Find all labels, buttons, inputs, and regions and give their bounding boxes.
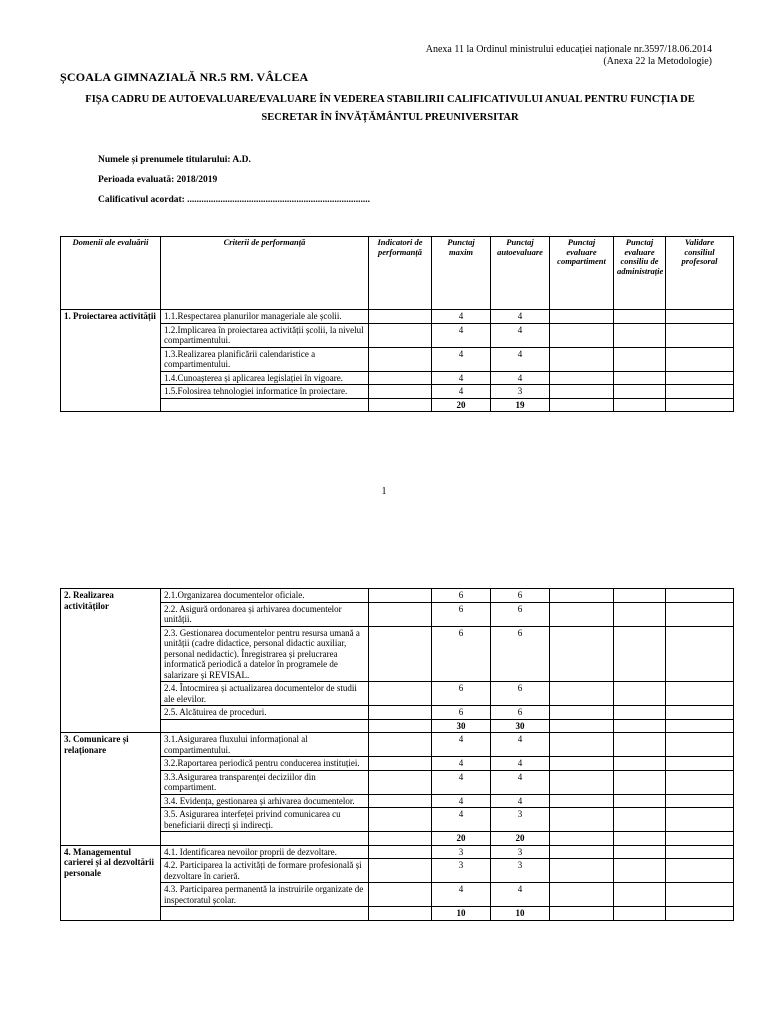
- header-self-score: Punctaj autoevaluare: [491, 237, 550, 310]
- total-row: [61, 719, 734, 733]
- total-row: [61, 832, 734, 846]
- max-score-cell: 3: [432, 859, 491, 883]
- employee-name: Numele și prenumele titularului: A.D.: [98, 155, 251, 165]
- criterion-cell: 3.3.Asigurarea transparenței deciziilor din compartiment.: [161, 770, 369, 794]
- self-score-cell: 3: [491, 808, 550, 832]
- self-score-cell: 3: [491, 859, 550, 883]
- self-score-cell: 4: [491, 310, 550, 324]
- total-row: [61, 907, 734, 921]
- criterion-cell: 4.1. Identificarea nevoilor proprii de dezvoltare.: [161, 845, 369, 859]
- max-score-cell: 6: [432, 626, 491, 682]
- school-name: ȘCOALA GIMNAZIALĂ NR.5 RM. VÂLCEA: [60, 70, 309, 84]
- table-row: [61, 323, 734, 347]
- self-score-cell: 6: [491, 602, 550, 626]
- self-score-cell: 4: [491, 883, 550, 907]
- self-score-cell: 4: [491, 347, 550, 371]
- max-score-cell: 4: [432, 323, 491, 347]
- table-row: [61, 845, 734, 859]
- header-domain: Domenii ale evaluării: [61, 237, 161, 310]
- total-max-score: 30: [432, 719, 491, 733]
- evaluation-table-page2: [60, 588, 734, 921]
- domain-label: 3. Comunicare și relaționare: [61, 733, 161, 846]
- annex-reference: Anexa 11 la Ordinul ministrului educației naționale nr.3597/18.06.2014: [425, 44, 712, 55]
- max-score-cell: 6: [432, 602, 491, 626]
- table-row: [61, 883, 734, 907]
- criterion-cell: 2.2. Asigură ordonarea și arhivarea documentelor unității.: [161, 602, 369, 626]
- self-score-cell: 6: [491, 682, 550, 706]
- total-self-score: 30: [491, 719, 550, 733]
- header-max-score: Punctaj maxim: [432, 237, 491, 310]
- self-score-cell: 3: [491, 385, 550, 399]
- table-row: [61, 347, 734, 371]
- total-max-score: 20: [432, 398, 491, 412]
- criterion-cell: 4.2. Participarea la activități de formare profesională și dezvoltare în carieră.: [161, 859, 369, 883]
- criterion-cell: 1.4.Cunoașterea și aplicarea legislației în vigoare.: [161, 371, 369, 385]
- max-score-cell: 4: [432, 757, 491, 771]
- header-criteria: Criterii de performanță: [161, 237, 369, 310]
- criterion-cell: 3.4. Evidența, gestionarea și arhivarea documentelor.: [161, 794, 369, 808]
- self-score-cell: 4: [491, 757, 550, 771]
- title-line-1: FIȘA CADRU DE AUTOEVALUARE/EVALUARE ÎN VEDEREA STABILIRII CALIFICATIVULUI ANUAL PENTRU FUNCȚIA DE: [85, 94, 695, 105]
- table-row: [61, 626, 734, 682]
- criterion-cell: 1.5.Folosirea tehnologiei informatice în proiectare.: [161, 385, 369, 399]
- self-score-cell: 6: [491, 626, 550, 682]
- max-score-cell: 4: [432, 310, 491, 324]
- criterion-cell: 1.1.Respectarea planurilor manageriale ale școlii.: [161, 310, 369, 324]
- max-score-cell: 4: [432, 883, 491, 907]
- max-score-cell: 4: [432, 794, 491, 808]
- self-score-cell: 6: [491, 589, 550, 603]
- criterion-cell: 3.2.Raportarea periodică pentru conducerea instituției.: [161, 757, 369, 771]
- evaluation-table-page1: [60, 236, 734, 412]
- self-score-cell: 4: [491, 371, 550, 385]
- table-row: [61, 310, 734, 324]
- self-score-cell: 4: [491, 323, 550, 347]
- table-row: [61, 706, 734, 720]
- table-row: [61, 794, 734, 808]
- total-self-score: 19: [491, 398, 550, 412]
- total-self-score: 20: [491, 832, 550, 846]
- total-self-score: 10: [491, 907, 550, 921]
- criterion-cell: 2.4. Întocmirea și actualizarea documentelor de studii ale elevilor.: [161, 682, 369, 706]
- criterion-cell: 3.1.Asigurarea fluxului informațional al compartimentului.: [161, 733, 369, 757]
- self-score-cell: 6: [491, 706, 550, 720]
- table-row: [61, 808, 734, 832]
- domain-label: 4. Managementul carierei și al dezvoltării personale: [61, 845, 161, 920]
- criterion-cell: 2.5. Alcătuirea de proceduri.: [161, 706, 369, 720]
- max-score-cell: 4: [432, 385, 491, 399]
- table-row: [61, 757, 734, 771]
- total-max-score: 20: [432, 832, 491, 846]
- criterion-cell: 2.3. Gestionarea documentelor pentru resursa umană a unității (cadre didactice, personal didactic auxiliar, personal nedidactic). Înregistrarea și prelucrarea informatică periodică a datelor în programele de salarizare și REVISAL.: [161, 626, 369, 682]
- criterion-cell: 4.3. Participarea permanentă la instruirile organizate de inspectoratul școlar.: [161, 883, 369, 907]
- max-score-cell: 4: [432, 733, 491, 757]
- domain-label: 2. Realizarea activităților: [61, 589, 161, 733]
- max-score-cell: 4: [432, 371, 491, 385]
- annex-methodology: (Anexa 22 la Metodologie): [603, 56, 712, 67]
- table-row: [61, 733, 734, 757]
- self-score-cell: 4: [491, 794, 550, 808]
- max-score-cell: 4: [432, 770, 491, 794]
- max-score-cell: 6: [432, 682, 491, 706]
- header-board-score: Punctaj evaluare consiliu de administrație: [614, 237, 666, 310]
- title-line-2: SECRETAR ÎN ÎNVĂȚĂMÂNTUL PREUNIVERSITAR: [261, 112, 519, 123]
- self-score-cell: 4: [491, 770, 550, 794]
- max-score-cell: 4: [432, 347, 491, 371]
- document-title: [60, 91, 720, 127]
- table-row: [61, 385, 734, 399]
- table-row: [61, 682, 734, 706]
- table-row: [61, 602, 734, 626]
- evaluation-period: Perioada evaluată: 2018/2019: [98, 175, 218, 185]
- domain-label: 1. Proiectarea activității: [61, 310, 161, 412]
- header-council-validation: Validare consiliul profesoral: [666, 237, 734, 310]
- self-score-cell: 4: [491, 733, 550, 757]
- table-row: [61, 589, 734, 603]
- table-row: [61, 371, 734, 385]
- max-score-cell: 3: [432, 845, 491, 859]
- criterion-cell: 1.2.Implicarea în proiectarea activității școlii, la nivelul compartimentului.: [161, 323, 369, 347]
- criterion-cell: 3.5. Asigurarea interfeței privind comunicarea cu beneficiarii direcți și indirecți.: [161, 808, 369, 832]
- max-score-cell: 6: [432, 706, 491, 720]
- total-row: [61, 398, 734, 412]
- total-max-score: 10: [432, 907, 491, 921]
- table-row: [61, 859, 734, 883]
- criterion-cell: 1.3.Realizarea planificării calendaristice a compartimentului.: [161, 347, 369, 371]
- header-indicators: Indicatori de performanță: [369, 237, 432, 310]
- header-department-score: Punctaj evaluare compartiment: [550, 237, 614, 310]
- qualifier-line: Calificativul acordat: .............................................................................: [98, 195, 371, 205]
- self-score-cell: 3: [491, 845, 550, 859]
- page-number: 1: [381, 486, 387, 497]
- table-header-row: [61, 237, 734, 310]
- max-score-cell: 6: [432, 589, 491, 603]
- criterion-cell: 2.1.Organizarea documentelor oficiale.: [161, 589, 369, 603]
- max-score-cell: 4: [432, 808, 491, 832]
- table-row: [61, 770, 734, 794]
